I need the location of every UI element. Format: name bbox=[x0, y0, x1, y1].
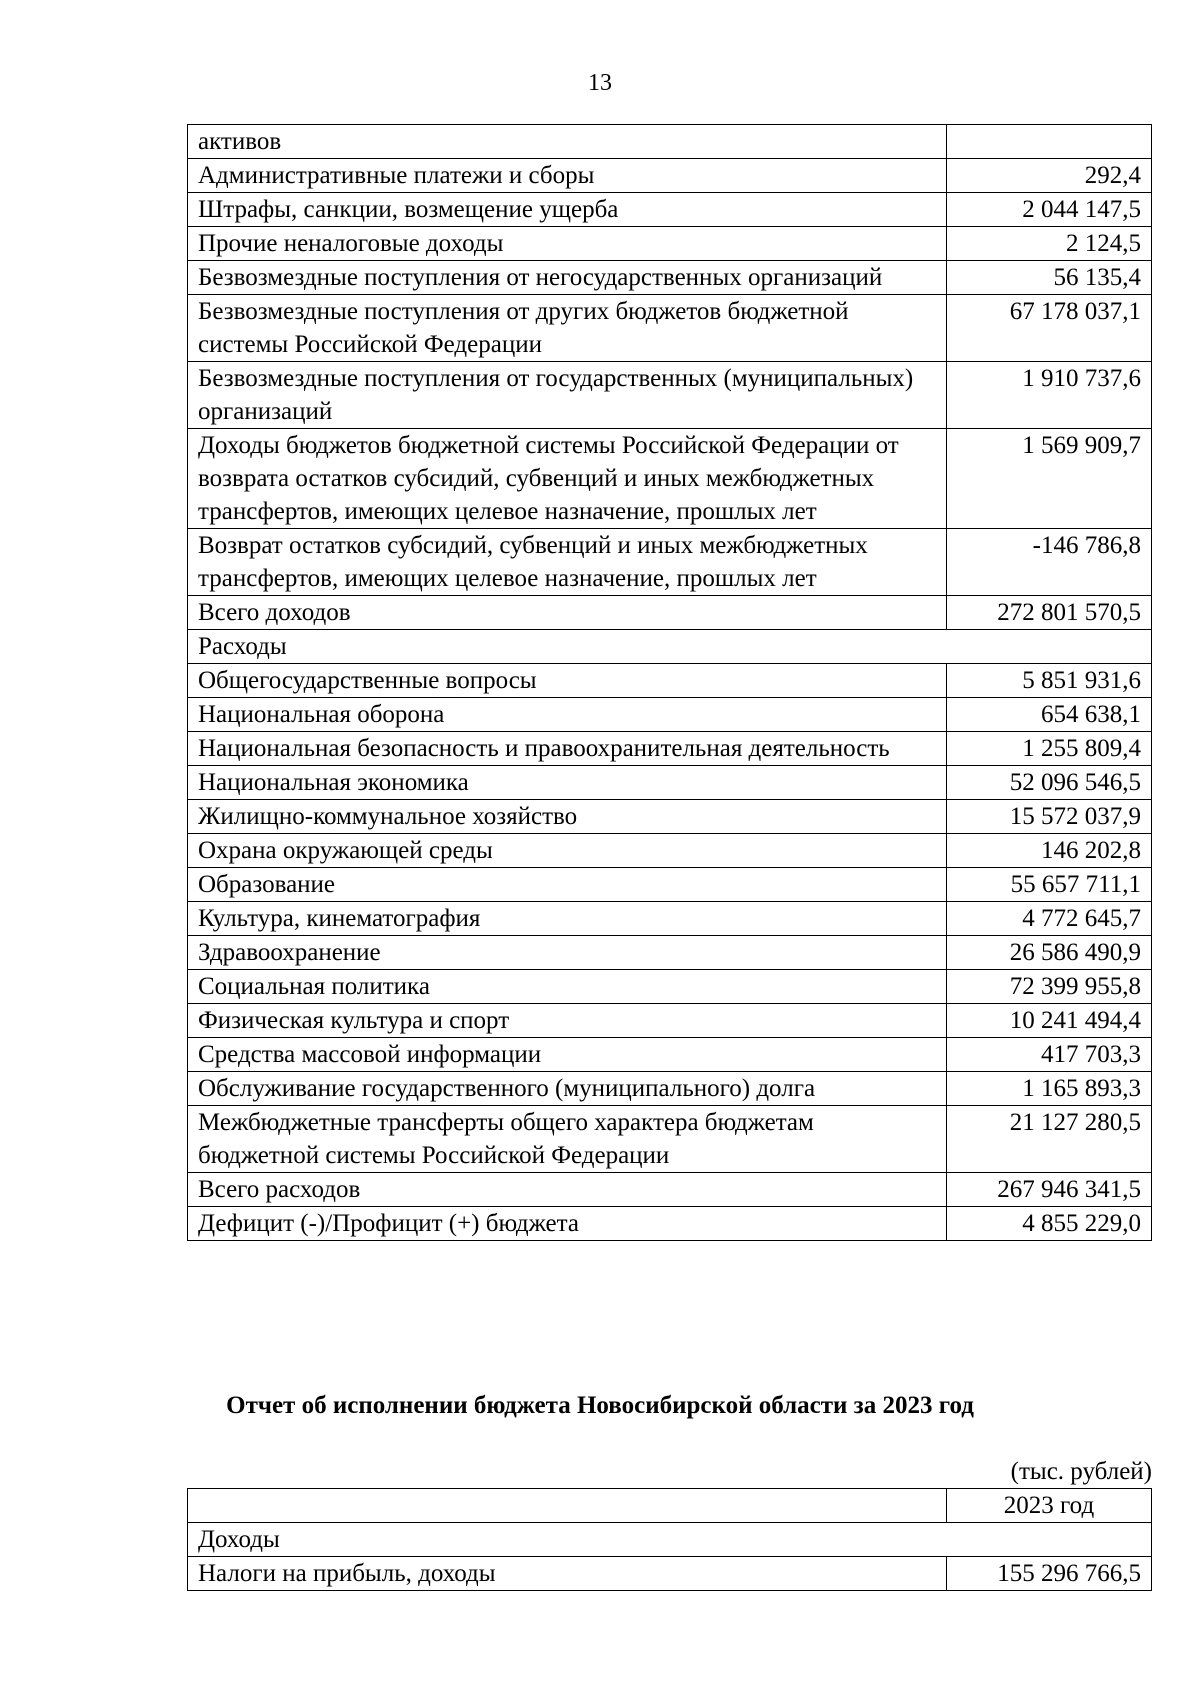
table-row bbox=[188, 766, 1152, 800]
row-label: Общегосударственные вопросы bbox=[188, 664, 947, 698]
table-row bbox=[188, 159, 1152, 193]
table-row bbox=[188, 125, 1152, 159]
section-row-income bbox=[188, 1523, 1152, 1557]
row-label: Административные платежи и сборы bbox=[188, 159, 947, 193]
row-label: Национальная оборона bbox=[188, 698, 947, 732]
table-row bbox=[188, 902, 1152, 936]
report-title: Отчет об исполнении бюджета Новосибирской области за 2023 год bbox=[226, 1392, 974, 1419]
budget-report-table-body bbox=[188, 1489, 1152, 1591]
row-value: 267 946 341,5 bbox=[947, 1173, 1152, 1207]
table-row bbox=[188, 362, 1152, 429]
table-row bbox=[188, 1557, 1152, 1591]
row-label: Всего расходов bbox=[188, 1173, 947, 1207]
row-label: Безвозмездные поступления от других бюджетов бюджетной системы Российской Федерации bbox=[188, 295, 947, 362]
table-row bbox=[188, 1004, 1152, 1038]
row-label: Штрафы, санкции, возмещение ущерба bbox=[188, 193, 947, 227]
row-value: 654 638,1 bbox=[947, 698, 1152, 732]
table-row bbox=[188, 1038, 1152, 1072]
row-value: 272 801 570,5 bbox=[947, 596, 1152, 630]
table-row bbox=[188, 1173, 1152, 1207]
row-value: 52 096 546,5 bbox=[947, 766, 1152, 800]
row-value: 72 399 955,8 bbox=[947, 970, 1152, 1004]
section-expenses-label: Расходы bbox=[188, 630, 1152, 664]
table-row bbox=[188, 970, 1152, 1004]
row-value: 1 165 893,3 bbox=[947, 1072, 1152, 1106]
row-value: 2 124,5 bbox=[947, 227, 1152, 261]
table-row bbox=[188, 732, 1152, 766]
row-value: 5 851 931,6 bbox=[947, 664, 1152, 698]
row-label: Национальная безопасность и правоохранительная деятельность bbox=[188, 732, 947, 766]
row-value: 4 772 645,7 bbox=[947, 902, 1152, 936]
row-value: 292,4 bbox=[947, 159, 1152, 193]
row-label: Обслуживание государственного (муниципального) долга bbox=[188, 1072, 947, 1106]
row-label: Здравоохранение bbox=[188, 936, 947, 970]
row-value: 15 572 037,9 bbox=[947, 800, 1152, 834]
row-value bbox=[947, 125, 1152, 159]
row-label: Прочие неналоговые доходы bbox=[188, 227, 947, 261]
row-label: Физическая культура и спорт bbox=[188, 1004, 947, 1038]
budget-report-table bbox=[187, 1488, 1152, 1591]
row-value: -146 786,8 bbox=[947, 529, 1152, 596]
row-label: Безвозмездные поступления от негосударственных организаций bbox=[188, 261, 947, 295]
section-row-expenses bbox=[188, 630, 1152, 664]
row-label: Налоги на прибыль, доходы bbox=[188, 1557, 947, 1591]
table-row bbox=[188, 227, 1152, 261]
table-row bbox=[188, 936, 1152, 970]
row-label: Социальная политика bbox=[188, 970, 947, 1004]
row-value: 67 178 037,1 bbox=[947, 295, 1152, 362]
row-label: Дефицит (-)/Профицит (+) бюджета bbox=[188, 1207, 947, 1241]
budget-table-continued bbox=[187, 124, 1152, 1241]
units-label: (тыс. рублей) bbox=[1010, 1458, 1152, 1485]
row-value: 2 044 147,5 bbox=[947, 193, 1152, 227]
table-row bbox=[188, 529, 1152, 596]
row-label: Всего доходов bbox=[188, 596, 947, 630]
header-year-cell: 2023 год bbox=[947, 1489, 1152, 1523]
budget-table-body bbox=[188, 125, 1152, 1241]
table-row bbox=[188, 800, 1152, 834]
row-label: Доходы бюджетов бюджетной системы Российской Федерации от возврата остатков субсидий, субвенций и иных межбюджетных трансфертов, имеющих целевое назначение, прошлых лет bbox=[188, 429, 947, 529]
row-value: 21 127 280,5 bbox=[947, 1106, 1152, 1173]
row-label: Культура, кинематография bbox=[188, 902, 947, 936]
table-row bbox=[188, 1106, 1152, 1173]
section-income-label: Доходы bbox=[188, 1523, 1152, 1557]
table-row bbox=[188, 1072, 1152, 1106]
row-value: 56 135,4 bbox=[947, 261, 1152, 295]
table-row bbox=[188, 1207, 1152, 1241]
row-value: 4 855 229,0 bbox=[947, 1207, 1152, 1241]
table-row bbox=[188, 193, 1152, 227]
row-label: Средства массовой информации bbox=[188, 1038, 947, 1072]
row-value: 155 296 766,5 bbox=[947, 1557, 1152, 1591]
table-row bbox=[188, 261, 1152, 295]
row-value: 10 241 494,4 bbox=[947, 1004, 1152, 1038]
table-row bbox=[188, 834, 1152, 868]
table-header-row bbox=[188, 1489, 1152, 1523]
row-label: Межбюджетные трансферты общего характера бюджетам бюджетной системы Российской Федерации bbox=[188, 1106, 947, 1173]
row-label: Жилищно-коммунальное хозяйство bbox=[188, 800, 947, 834]
row-value: 55 657 711,1 bbox=[947, 868, 1152, 902]
row-value: 146 202,8 bbox=[947, 834, 1152, 868]
row-value: 417 703,3 bbox=[947, 1038, 1152, 1072]
row-label: активов bbox=[188, 125, 947, 159]
header-label-cell bbox=[188, 1489, 947, 1523]
table-row bbox=[188, 429, 1152, 529]
row-value: 26 586 490,9 bbox=[947, 936, 1152, 970]
row-value: 1 910 737,6 bbox=[947, 362, 1152, 429]
row-label: Возврат остатков субсидий, субвенций и иных межбюджетных трансфертов, имеющих целевое назначение, прошлых лет bbox=[188, 529, 947, 596]
row-value: 1 569 909,7 bbox=[947, 429, 1152, 529]
row-label: Безвозмездные поступления от государственных (муниципальных) организаций bbox=[188, 362, 947, 429]
table-row bbox=[188, 698, 1152, 732]
row-label: Охрана окружающей среды bbox=[188, 834, 947, 868]
table-row bbox=[188, 664, 1152, 698]
page-number: 13 bbox=[588, 70, 612, 96]
row-label: Национальная экономика bbox=[188, 766, 947, 800]
table-row bbox=[188, 295, 1152, 362]
table-row bbox=[188, 596, 1152, 630]
row-value: 1 255 809,4 bbox=[947, 732, 1152, 766]
table-row bbox=[188, 868, 1152, 902]
row-label: Образование bbox=[188, 868, 947, 902]
